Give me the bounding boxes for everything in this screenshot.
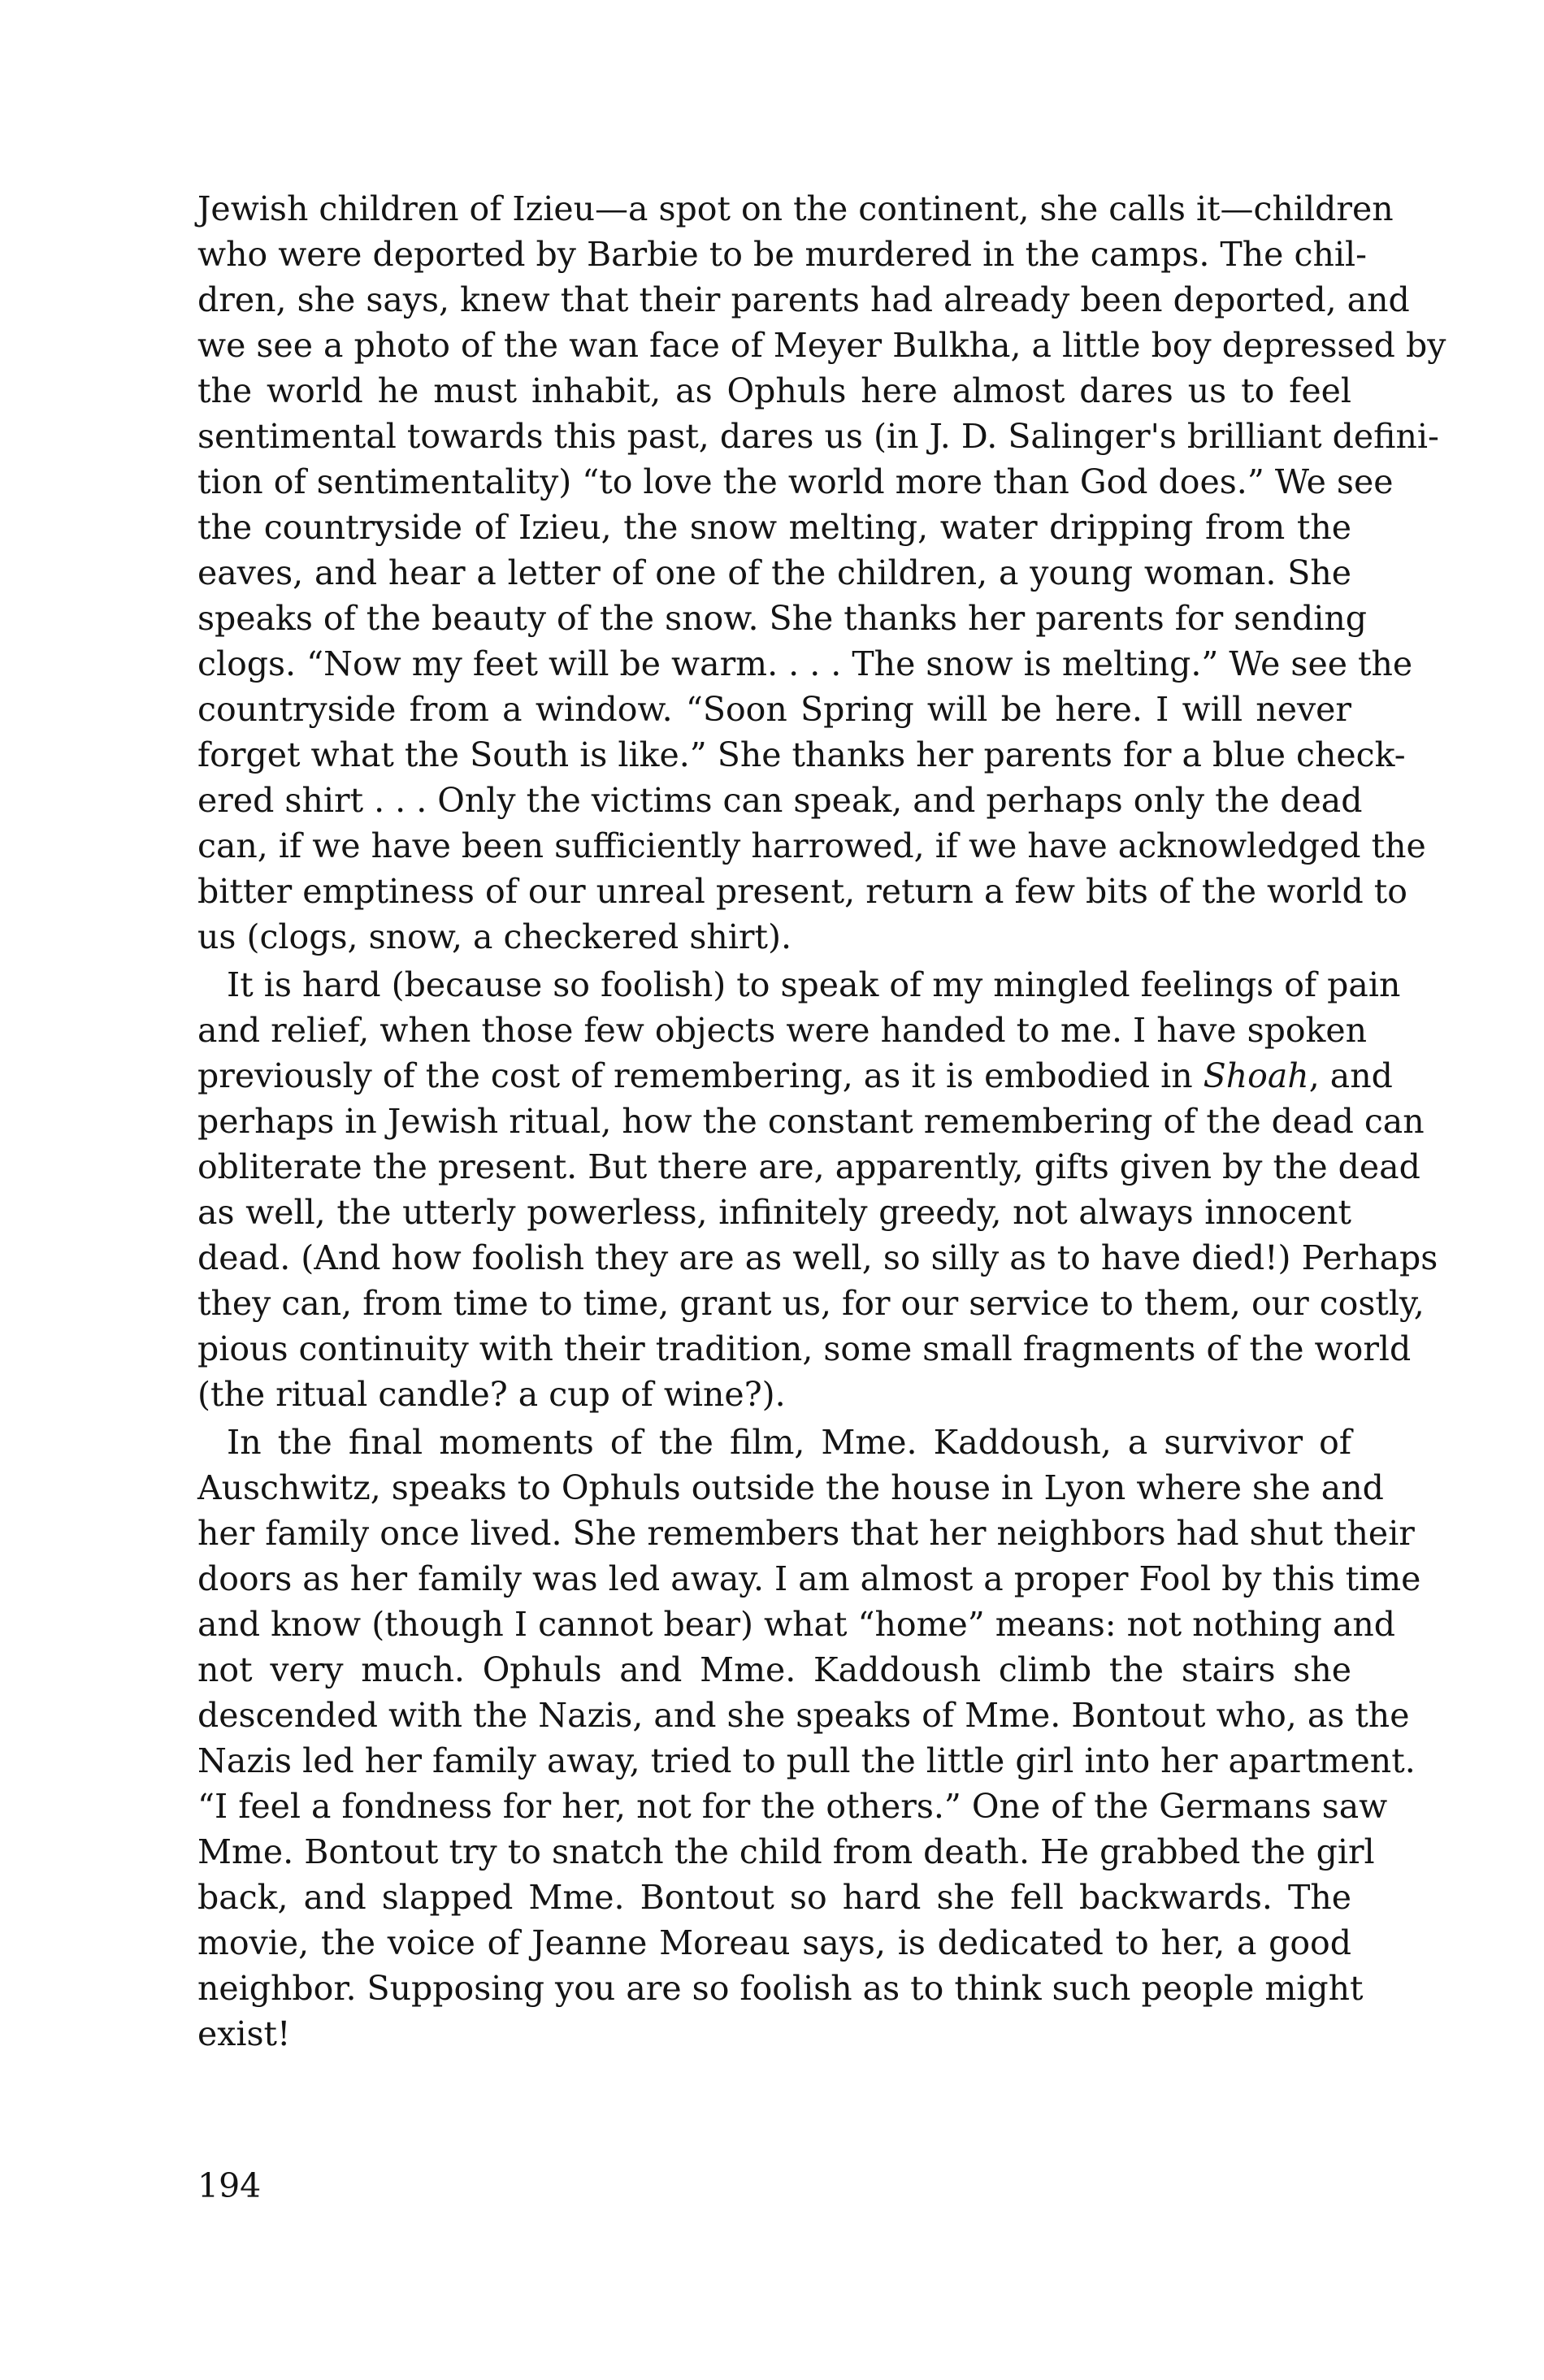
text-line: (the ritual candle? a cup of wine?). — [197, 1375, 786, 1414]
text-line: countryside from a window. “Soon Spring will be here. I will never — [197, 690, 1351, 729]
text-line: doors as her family was led away. I am almost a proper Fool by this time — [197, 1559, 1421, 1598]
text-line: Nazis led her family away, tried to pull the little girl into her apartment. — [197, 1741, 1416, 1780]
text-line: can, if we have been sufficiently harrowed, if we have acknowledged the — [197, 826, 1426, 865]
text-line: tion of sentimentality) “to love the world more than God does.” We see — [197, 462, 1394, 501]
page-number: 194 — [197, 2166, 262, 2205]
text-line: Jewish children of Izieu—a spot on the continent, she calls it—children — [197, 189, 1394, 228]
text-line: the world he must inhabit, as Ophuls here almost dares us to feel — [197, 371, 1351, 410]
text-line: who were deported by Barbie to be murdered in the camps. The chil- — [197, 235, 1367, 274]
text-line: they can, from time to time, grant us, for our service to them, our costly, — [197, 1284, 1425, 1323]
text-line: and relief, when those few objects were handed to me. I have spoken — [197, 1011, 1368, 1050]
film-title: Shoah — [1203, 1056, 1309, 1095]
text-line: “I feel a fondness for her, not for the others.” One of the Germans saw — [197, 1787, 1388, 1826]
text-line: obliterate the present. But there are, apparently, gifts given by the dead — [197, 1147, 1420, 1186]
text-line: back, and slapped Mme. Bontout so hard she fell backwards. The — [197, 1878, 1351, 1917]
text-line: clogs. “Now my feet will be warm. . . . The snow is melting.” We see the — [197, 644, 1413, 683]
text-line: as well, the utterly powerless, infinitely greedy, not always innocent — [197, 1193, 1351, 1232]
text-line: her family once lived. She remembers that her neighbors had shut their — [197, 1514, 1415, 1553]
text-line: eaves, and hear a letter of one of the children, a young woman. She — [197, 553, 1351, 592]
text-line: the countryside of Izieu, the snow melting, water dripping from the — [197, 508, 1351, 547]
text-line: Mme. Bontout try to snatch the child from death. He grabbed the girl — [197, 1832, 1375, 1871]
text-line: dead. (And how foolish they are as well, so silly as to have died!) Perhaps — [197, 1238, 1438, 1277]
text-line: descended with the Nazis, and she speaks of Mme. Bontout who, as the — [197, 1696, 1410, 1735]
body-text — [197, 186, 1446, 2057]
text-line: dren, she says, knew that their parents had already been deported, and — [197, 280, 1410, 319]
text-line: Auschwitz, speaks to Ophuls outside the house in Lyon where she and — [197, 1468, 1384, 1507]
text-line: not very much. Ophuls and Mme. Kaddoush climb the stairs she — [197, 1650, 1351, 1689]
text-line: we see a photo of the wan face of Meyer Bulkha, a little boy depressed by — [197, 326, 1446, 365]
text-line: speaks of the beauty of the snow. She thanks her parents for sending — [197, 599, 1367, 638]
text-line: perhaps in Jewish ritual, how the constant remembering of the dead can — [197, 1102, 1425, 1141]
text-line: exist! — [197, 2014, 291, 2053]
text-line: and know (though I cannot bear) what “home” means: not nothing and — [197, 1605, 1396, 1644]
text-line: forget what the South is like.” She thanks her parents for a blue check- — [197, 735, 1406, 774]
text-line: bitter emptiness of our unreal present, return a few bits of the world to — [197, 872, 1407, 911]
text-line: pious continuity with their tradition, some small fragments of the world — [197, 1329, 1412, 1368]
text-line: movie, the voice of Jeanne Moreau says, is dedicated to her, a good — [197, 1923, 1351, 1962]
paragraph — [197, 962, 1438, 1417]
text-line: It is hard (because so foolish) to speak of my mingled feelings of pain — [227, 965, 1401, 1004]
text-line: us (clogs, snow, a checkered shirt). — [197, 917, 792, 956]
text-line: previously of the cost of remembering, as it is embodied in Shoah, and — [197, 1056, 1393, 1095]
paragraph — [197, 1420, 1421, 2057]
paragraph — [197, 186, 1446, 960]
text-line: sentimental towards this past, dares us (in J. D. Salinger's brilliant defini- — [197, 417, 1439, 456]
text-line: ered shirt . . . Only the victims can speak, and perhaps only the dead — [197, 781, 1363, 820]
text-line: neighbor. Supposing you are so foolish as to think such people might — [197, 1969, 1364, 2008]
text-line: In the final moments of the film, Mme. Kaddoush, a survivor of — [227, 1423, 1351, 1462]
